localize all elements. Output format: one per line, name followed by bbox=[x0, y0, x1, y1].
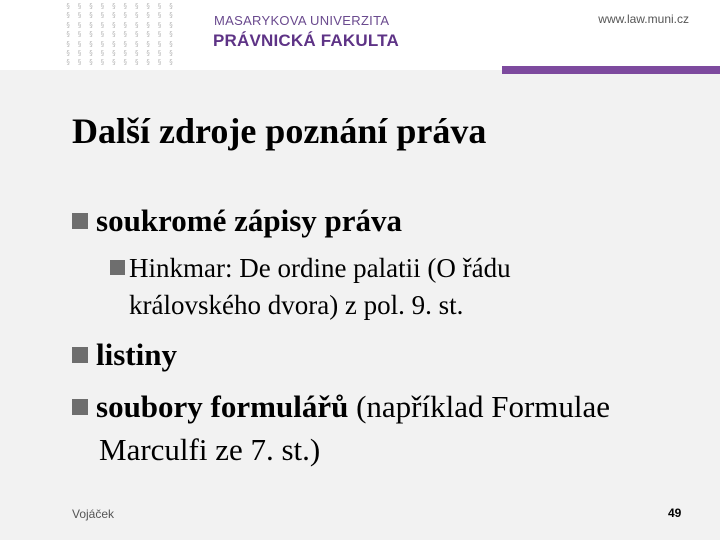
website-url: www.law.muni.cz bbox=[598, 12, 689, 26]
faculty-name: PRÁVNICKÁ FAKULTA bbox=[213, 31, 399, 50]
sub-bullet-item-hinkmar bbox=[110, 253, 511, 284]
bullet-item-private-records bbox=[72, 203, 402, 239]
bullet-text-rest: (například Formulae bbox=[348, 389, 611, 424]
square-bullet-icon bbox=[72, 399, 88, 415]
accent-bar bbox=[502, 66, 720, 74]
slide-title: Další zdroje poznání práva bbox=[72, 111, 487, 151]
square-bullet-icon bbox=[72, 213, 88, 229]
university-name: MASARYKOVA UNIVERZITA bbox=[214, 13, 390, 28]
sub-bullet-continuation: královského dvora) z pol. 9. st. bbox=[129, 290, 464, 320]
bullet-continuation: Marculfi ze 7. st.) bbox=[99, 432, 321, 467]
bullet-item-formularies bbox=[72, 389, 610, 425]
bullet-text-bold: soubory formulářů bbox=[96, 389, 349, 424]
faculty-logo-pattern-icon: § § § § § § § § § § § § § § § § § § § § § § § § § § § § § § § § § § § § § § § § § § § § § § § § § § § § § § § § § § § § § § § § § § § § § § bbox=[66, 2, 175, 67]
sub-bullet-text: Hinkmar: De ordine palatii (O řádu bbox=[129, 253, 511, 283]
bullet-text: listiny bbox=[96, 337, 177, 372]
footer-author: Vojáček bbox=[72, 507, 115, 521]
square-bullet-icon bbox=[72, 347, 88, 363]
square-bullet-icon bbox=[110, 260, 125, 275]
bullet-item-charters bbox=[72, 337, 177, 373]
page-number: 49 bbox=[668, 506, 682, 520]
slide-header bbox=[0, 0, 720, 70]
bullet-text: soukromé zápisy práva bbox=[96, 203, 403, 238]
